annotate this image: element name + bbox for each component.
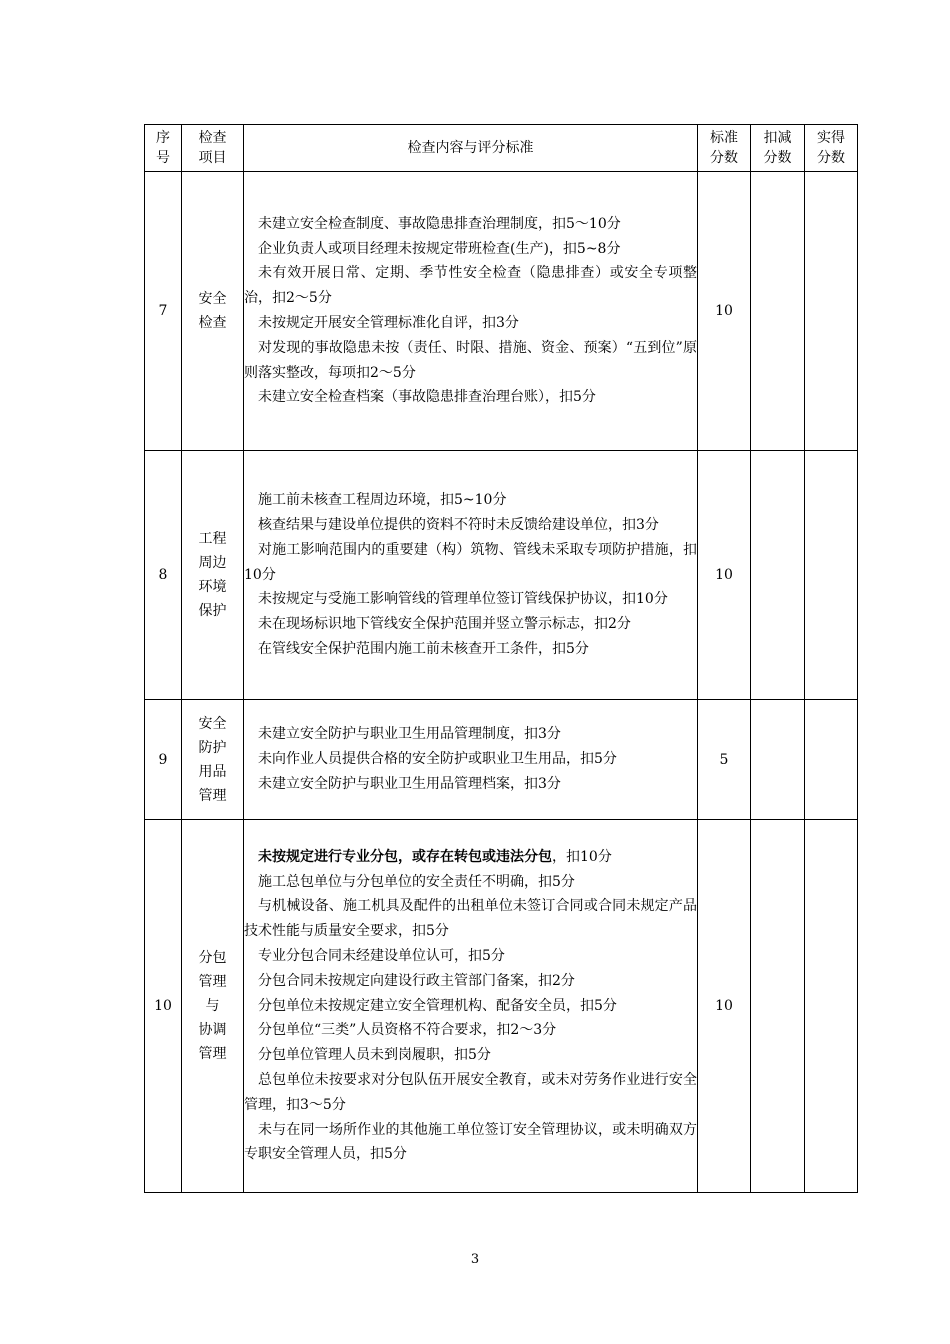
criteria-line: 与机械设备、施工机具及配件的出租单位未签订合同或合同未规定产品技术性能与质量安全要求，扣5分 [244, 898, 697, 940]
table-row [145, 820, 858, 1193]
row-content [244, 451, 698, 700]
criteria-line: 在管线安全保护范围内施工前未核查开工条件，扣5分 [258, 640, 589, 657]
criteria-line: 核查结果与建设单位提供的资料不符时未反馈给建设单位，扣3分 [258, 517, 659, 533]
row-seq: 8 [145, 451, 182, 700]
row-standard-score: 5 [698, 700, 751, 820]
row-deduct-score[interactable] [751, 451, 805, 700]
table-row [145, 451, 858, 700]
criteria-line: 施工总包单位与分包单位的安全责任不明确，扣5分 [258, 873, 575, 890]
row-seq: 9 [145, 700, 182, 820]
criteria-line: 分包合同未按规定向建设行政主管部门备案，扣2分 [258, 972, 575, 989]
inspection-table [144, 124, 858, 1193]
criteria-line: 总包单位未按要求对分包队伍开展安全教育，或未对劳务作业进行安全管理，扣3～5分 [244, 1071, 697, 1113]
header-content: 检查内容与评分标准 [244, 125, 698, 172]
criteria-line: 未按规定与受施工影响管线的管理单位签订管线保护协议，扣10分 [258, 591, 668, 608]
table-row [145, 172, 858, 451]
header-deduct-score: 扣减 分数 [751, 125, 805, 172]
criteria-line: 未按规定开展安全管理标准化自评，扣3分 [258, 315, 519, 331]
criteria-line: 对发现的事故隐患未按（责任、时限、措施、资金、预案）“五到位”原则落实整改，每项扣2～5分 [244, 339, 697, 381]
header-seq: 序 号 [145, 125, 182, 172]
row-deduct-score[interactable] [751, 820, 805, 1193]
header-standard-score: 标准 分数 [698, 125, 751, 172]
row-deduct-score[interactable] [751, 700, 805, 820]
criteria-line: 分包单位“三类”人员资格不符合要求，扣2～3分 [258, 1022, 557, 1039]
row-item: 安全 防护 用品 管理 [182, 700, 244, 820]
row-actual-score[interactable] [805, 700, 858, 820]
row-standard-score: 10 [698, 172, 751, 451]
row-actual-score[interactable] [805, 172, 858, 451]
criteria-line: 分包单位管理人员未到岗履职，扣5分 [258, 1047, 491, 1064]
row-content [244, 820, 698, 1193]
table-row [145, 700, 858, 820]
criteria-line: 未有效开展日常、定期、季节性安全检查（隐患排查）或安全专项整治，扣2～5分 [244, 265, 697, 307]
row-content [244, 172, 698, 451]
criteria-line: 未与在同一场所作业的其他施工单位签订安全管理协议，或未明确双方专职安全管理人员，扣5分 [244, 1121, 697, 1163]
row-seq: 7 [145, 172, 182, 451]
row-item: 安全 检查 [182, 172, 244, 451]
criteria-line: 未建立安全防护与职业卫生用品管理制度，扣3分 [258, 726, 561, 743]
header-actual-score: 实得 分数 [805, 125, 858, 172]
header-row [145, 125, 858, 172]
row-standard-score: 10 [698, 451, 751, 700]
criteria-line [244, 845, 697, 870]
criteria-line: 未在现场标识地下管线安全保护范围并竖立警示标志，扣2分 [258, 616, 631, 633]
row-item: 工程 周边 环境 保护 [182, 451, 244, 700]
criteria-line: 未向作业人员提供合格的安全防护或职业卫生用品，扣5分 [258, 751, 617, 768]
row-actual-score[interactable] [805, 820, 858, 1193]
row-seq: 10 [145, 820, 182, 1193]
criteria-bold-text: 未按规定进行专业分包，或存在转包或违法分包 [258, 848, 552, 865]
row-item: 分包 管理 与 协调 管理 [182, 820, 244, 1193]
row-actual-score[interactable] [805, 451, 858, 700]
criteria-line: 分包单位未按规定建立安全管理机构、配备安全员，扣5分 [258, 997, 617, 1014]
criteria-line: 专业分包合同未经建设单位认可，扣5分 [258, 948, 505, 964]
criteria-line: 企业负责人或项目经理未按规定带班检查(生产)，扣5~8分 [258, 240, 621, 257]
row-content [244, 700, 698, 820]
row-standard-score: 10 [698, 820, 751, 1193]
criteria-line: 未建立安全检查档案（事故隐患排查治理台账），扣5分 [258, 389, 596, 406]
row-deduct-score[interactable] [751, 172, 805, 451]
criteria-text: ，扣10分 [552, 848, 612, 865]
page-number: 3 [470, 1252, 480, 1267]
header-item: 检查 项目 [182, 125, 244, 172]
criteria-line: 未建立安全检查制度、事故隐患排查治理制度，扣5～10分 [258, 215, 621, 232]
criteria-line: 未建立安全防护与职业卫生用品管理档案，扣3分 [258, 775, 561, 792]
criteria-line: 施工前未核查工程周边环境，扣5~10分 [258, 492, 507, 509]
criteria-line: 对施工影响范围内的重要建（构）筑物、管线未采取专项防护措施，扣10分 [244, 541, 697, 583]
